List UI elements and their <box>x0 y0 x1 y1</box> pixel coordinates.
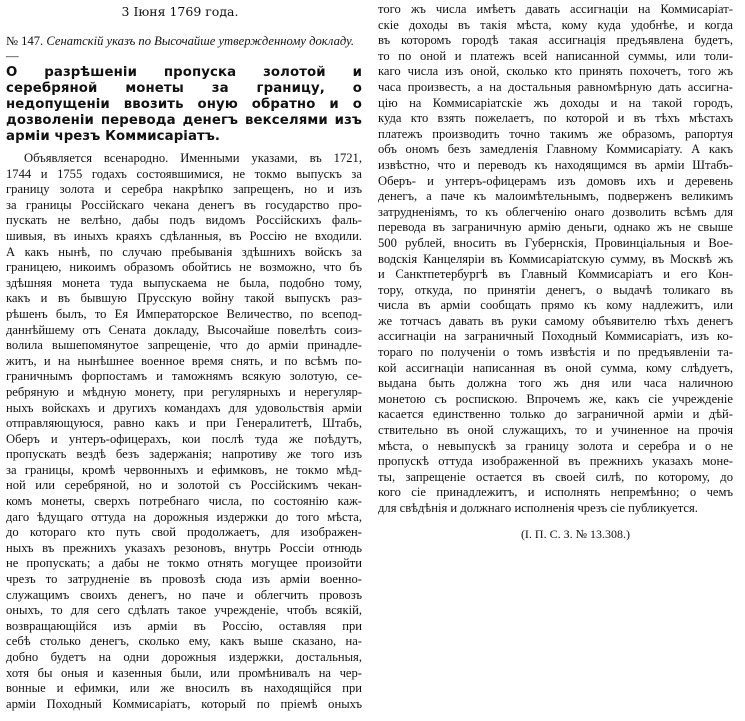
text-line: монетою съ роспискою. Впрочемъ же, какъ сіе учрежденіе <box>378 391 733 406</box>
text-line: каго числа изъ оной, сколько кто принять похочетъ, того жъ <box>378 64 733 79</box>
text-line: затрудненіямъ, то къ облегченію онаго дозволить всѣмъ для <box>378 204 733 219</box>
text-line: въ которомъ городѣ такая ассигнація предъявлена будетъ, <box>378 33 733 48</box>
text-line: даннѣйшему отъ Сената докладу, Высочайше повелѣть соиз- <box>6 322 362 337</box>
text-line: объ ономъ безъ замедленія Главному Коммисаріату. А какъ <box>378 142 733 157</box>
text-line: платежъ производить точно такимъ же образомъ, рапортуя <box>378 126 733 141</box>
text-line: скіе доходы въ такія мѣста, кому куда удобнѣе, и когда <box>378 17 733 32</box>
text-line: водскія Канцеляріи въ Коммисаріатскую сумму, въ Москвѣ жъ <box>378 251 733 266</box>
text-line: числа въ арміи сообщать прямо къ кому надлежитъ, или <box>378 298 733 313</box>
text-line: Оберъ и унтеръ-офицерахъ, кои послѣ туда же поѣдутъ, <box>6 431 362 446</box>
text-line: часа произвесть, а на достальныя равномѣрную дать ассигна- <box>378 79 733 94</box>
text-line: А какъ нынѣ, по случаю пребыванія здѣшнихъ войскъ за <box>6 244 362 259</box>
document-date: 3 Iюня 1769 года. <box>121 4 239 19</box>
text-line: то по оной и платежъ всей написанной суммы, или толи- <box>378 48 733 63</box>
text-line: рѣшенъ былъ, то Ея Императорское Величество, по всепод- <box>6 306 362 321</box>
text-line: за границы, кромѣ червонныхъ и ефимковъ, не токмо мѣд- <box>6 462 362 477</box>
text-line: касается единственно только до заграничной арміи и дѣй- <box>378 407 733 422</box>
text-line: себѣ столько денегъ, сколько ему, какъ выше сказано, на- <box>6 634 362 649</box>
text-line: Оберъ- и унтеръ-офицерамъ изъ домовъ ихъ и деревень <box>378 173 733 188</box>
text-line: того жъ числа имѣетъ давать ассигнаціи на Коммисаріат- <box>378 2 733 16</box>
text-line: ты, запрещеніе остается въ своей силѣ, по которому, до <box>378 469 733 484</box>
text-line: оныхъ, то для сего сдѣлать такое учрежденіе, чтобъ всякій, <box>6 603 362 618</box>
decree-title: О разрѣшеніи пропуска золотой и серебряной монеты за границу, о недопущеніи ввозить оную обратно и о дозволеніи перевода денегъ векселями изъ арміи чрезъ Коммисаріатъ. <box>6 65 362 144</box>
text-line: извѣстно, что и переводъ къ находящимся въ арміи Штабъ- <box>378 157 733 172</box>
text-line: чрезъ то затрудненіе въ провозѣ сюда изъ арміи военно- <box>6 572 362 587</box>
text-line: ассигнаціи на заграничный Походный Коммисаріатъ, изъ ко- <box>378 329 733 344</box>
left-body <box>6 151 362 712</box>
citation: (I. П. С. З. № 13.308.) <box>520 526 631 541</box>
decree-number: № 147. <box>6 34 44 48</box>
text-line: пускать не велѣно, дабы подъ видомъ Россійскихъ фаль- <box>6 213 362 228</box>
text-line: добно будетъ на одни дорожныя издержки, достальныя, <box>6 650 362 664</box>
text-line: мѣста, о невыпускѣ за границу золота и серебра и о не <box>378 438 733 453</box>
text-line: кого сіе принадлежитъ, и исполнять непремѣнно; о чемъ <box>378 485 733 500</box>
text-line: пропускать вездѣ безъ задержанія; напротиву же того изъ <box>6 447 362 462</box>
text-line: денегъ, а паче къ малоимѣтельнымъ, подверженъ великимъ <box>378 189 733 204</box>
text-line: перевода въ заграничную армію деньги, однако жъ не свыше <box>378 220 733 235</box>
text-line: возвращающійся изъ арміи въ Россію, оставляя при <box>6 618 362 633</box>
text-line: тораго по полученіи о томъ извѣстія и по предъявленіи та- <box>378 345 733 360</box>
text-line: границу золота и серебра накрѣпко запрещенъ, но и изъ <box>6 182 362 197</box>
text-line: не пропускать; а дабы не токмо отнять могущее произойти <box>6 556 362 571</box>
text-line: ной или серебряной, но и золотой съ Россійскимъ чекан- <box>6 478 362 493</box>
text-line: же тотчасъ давать въ руки самому объявителю тѣхъ денегъ <box>378 313 733 328</box>
text-line: тору, откуда, по принятіи денегъ, о выдачѣ толикаго въ <box>378 282 733 297</box>
text-line: комъ монеты, сверхъ потребнаго числа, по состоянію каж- <box>6 494 362 509</box>
decree-header <box>6 34 362 64</box>
text-line: здѣшняя монета туда выпускаема не была, подобно тому, <box>6 275 362 290</box>
text-line: для свѣдѣнія и должнаго исполненія чрезъ сіе публикуется. <box>378 501 698 515</box>
text-line: волила вышепомянутое запрещеніе, что до арміи принадле- <box>6 338 362 353</box>
text-line: Объявляется всенародно. Именными указами, въ 1721, <box>24 151 362 165</box>
text-line: ныхъ въ прежнихъ указахъ резоновъ, внутрь Россіи отнюдь <box>6 540 362 555</box>
text-line: кой ассигнаціи написанная въ оной сумма, кому слѣдуетъ, <box>378 360 733 375</box>
text-line: житъ, и на нынѣшнее военное время снять, и по всѣмъ по- <box>6 353 362 368</box>
decree-kind: Сенатскій указъ по Высочайше утвержденному докладу. <box>46 34 355 48</box>
text-line: ребряную и мѣдную монету, при регулярныхъ и нерегуляр- <box>6 384 362 399</box>
text-line: за границы Россійскаго чекана денегъ въ государство про- <box>6 197 362 212</box>
text-line: хотя бы оныя и казенныя были, или промѣнивалъ на чер- <box>6 665 362 680</box>
text-line: цію на Коммисаріатскіе жъ доходы и на такой городъ, <box>378 95 733 110</box>
text-line: даго ѣдущаго оттуда на дорожныя издержки до того мѣста, <box>6 509 362 524</box>
text-line: ствительно въ оной служащихъ, то и учиненное на прочія <box>378 423 733 438</box>
text-line: вонные и ефимки, или же вносилъ въ находящійся при <box>6 681 362 696</box>
text-line: и Санктпетербургѣ въ Главный Коммисаріатъ и его Кон- <box>378 267 733 282</box>
text-line: пропускѣ оттуда изображенной въ прежнихъ указахъ моне- <box>378 454 733 469</box>
text-line: граничнымъ форпостамъ и таможнямъ всякую золотую, се- <box>6 369 362 384</box>
left-column <box>6 34 362 712</box>
header-dash: — <box>6 49 19 63</box>
right-column <box>378 2 733 542</box>
text-line: служащимъ своихъ денегъ, но паче и облегчить провозъ <box>6 587 362 602</box>
text-line: ныхъ войскахъ и другихъ командахъ для удовольствія арміи <box>6 400 362 415</box>
text-line: шивыя, въ иныхъ краяхъ сдѣланныя, въ Россію не входили. <box>6 228 362 243</box>
text-line: куда кто взять пожелаетъ, по которой и въ тѣхъ мѣстахъ <box>378 111 733 126</box>
text-line: отправляющуюся, равно какъ и при Генералитетѣ, Штабъ, <box>6 416 362 431</box>
text-line: какъ и въ бывшую Прусскую войну такой выпускъ раз- <box>6 291 362 306</box>
text-line: 1744 и 1755 годахъ состоявшимися, не токмо выпускъ за <box>6 166 362 181</box>
text-line: арміи Походный Коммисаріатъ, который по пріемѣ оныхъ <box>6 696 362 711</box>
text-line: границею, никоимъ образомъ обойтись не возможно, что бъ <box>6 260 362 275</box>
text-line: выдана быть должна того жъ дня или часа наличною <box>378 376 733 391</box>
text-line: 500 рублей, вносить въ Губернскія, Провинціальныя и Вое- <box>378 235 733 250</box>
text-line: до котораго кто путь свой продолжаетъ, для изображен- <box>6 525 362 540</box>
right-body <box>378 2 733 517</box>
